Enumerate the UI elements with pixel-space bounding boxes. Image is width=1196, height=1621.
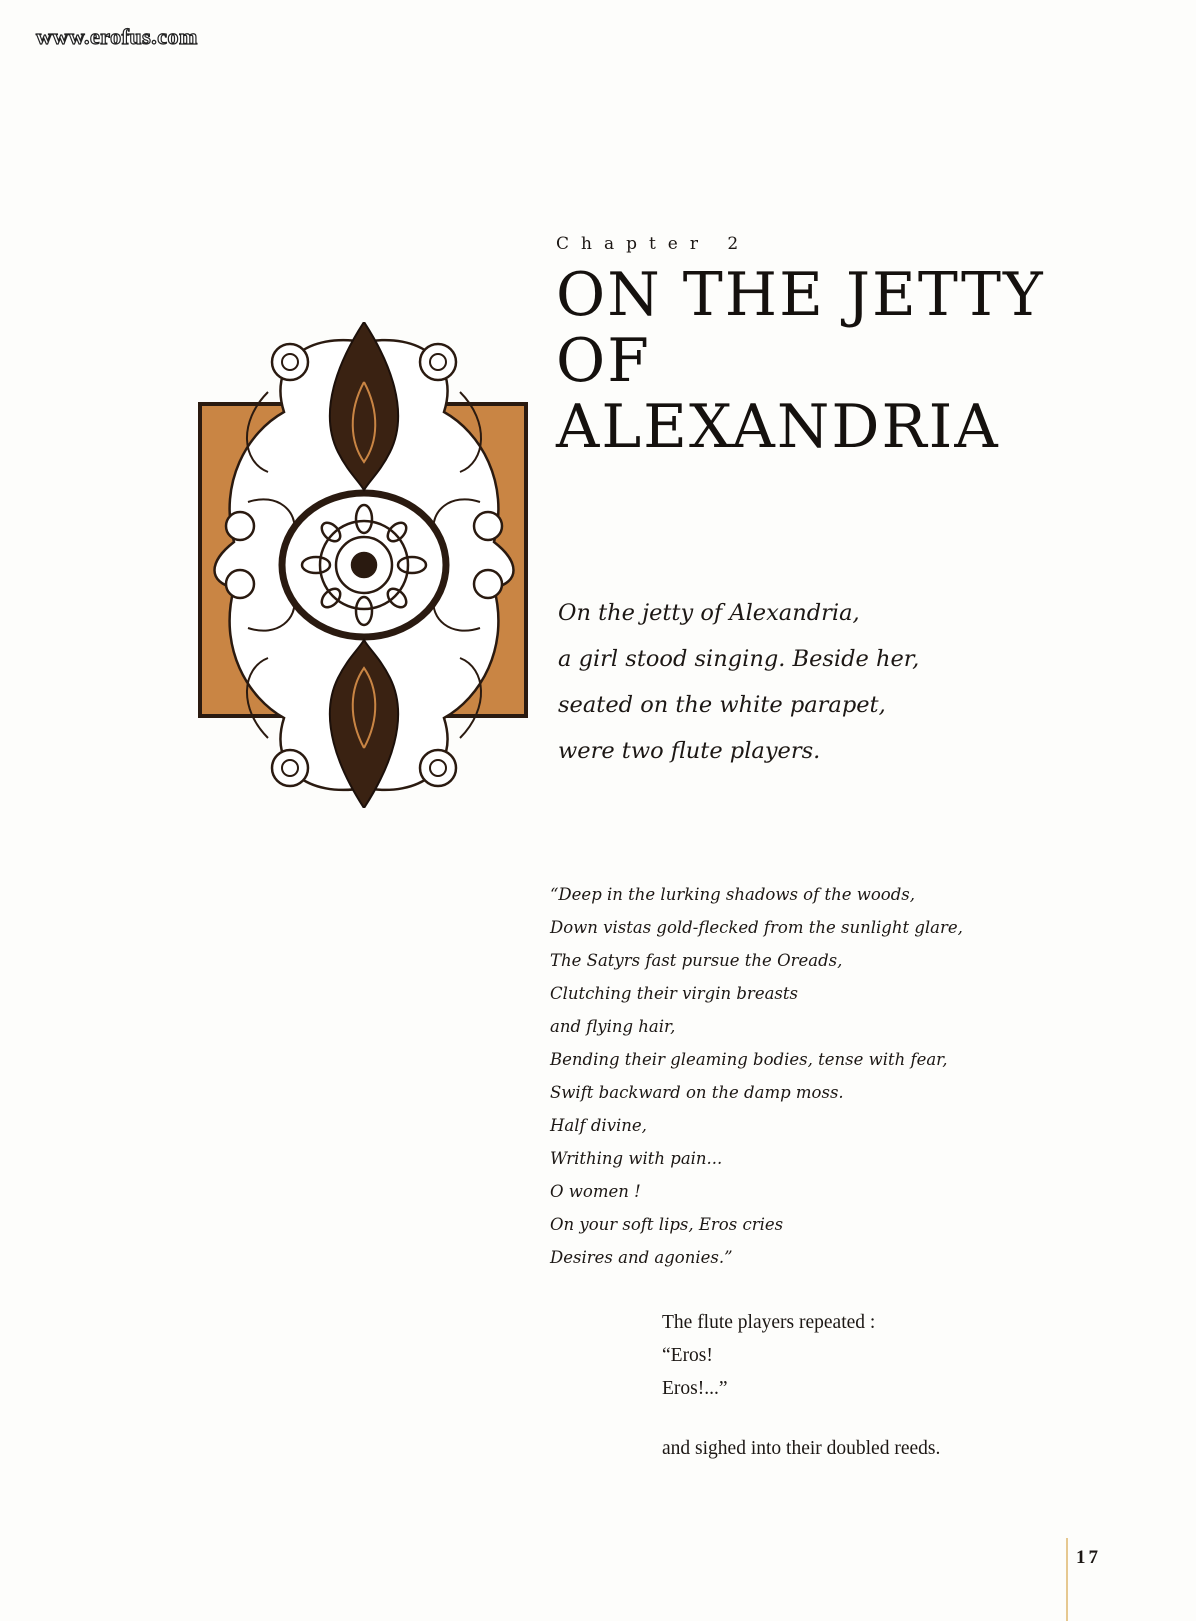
chapter-title-line: OF: [556, 326, 651, 396]
poem-line: Writhing with pain...: [550, 1149, 723, 1168]
page-number: 17: [1076, 1547, 1101, 1568]
poem-line: Down vistas gold-flecked from the sunlight glare,: [550, 918, 963, 937]
watermark-text: www.erofus.com: [36, 24, 198, 49]
chapter-title-line: ALEXANDRIA: [556, 392, 1000, 462]
refrain-line: “Eros!: [662, 1345, 713, 1366]
poem-line: Desires and agonies.”: [550, 1248, 733, 1267]
refrain-line: Eros!...”: [662, 1378, 728, 1399]
intro-paragraph: [558, 590, 919, 774]
chapter-title-line: ON THE JETTY: [556, 260, 1045, 330]
poem-line: O women !: [550, 1182, 641, 1201]
closing-line: and sighed into their doubled reeds.: [662, 1438, 941, 1459]
chapter-label: Chapter 2: [556, 234, 751, 254]
poem-line: The Satyrs fast pursue the Oreads,: [550, 951, 843, 970]
poem-line: and flying hair,: [550, 1017, 676, 1036]
poem-line: “Deep in the lurking shadows of the woods,: [550, 885, 915, 904]
intro-line: On the jetty of Alexandria,: [558, 600, 860, 626]
poem-line: Bending their gleaming bodies, tense with fear,: [550, 1050, 948, 1069]
poem-line: On your soft lips, Eros cries: [550, 1215, 784, 1234]
refrain-paragraph: [662, 1306, 875, 1405]
intro-line: were two flute players.: [558, 738, 821, 764]
poem-line: Half divine,: [550, 1116, 647, 1135]
page-number-rule: [1066, 1538, 1068, 1621]
poem-stanza: [550, 878, 963, 1274]
intro-line: seated on the white parapet,: [558, 692, 886, 718]
refrain-line: The flute players repeated :: [662, 1312, 876, 1333]
chapter-title: [556, 262, 1045, 460]
decorative-ornament: [198, 322, 530, 808]
poem-line: Clutching their virgin breasts: [550, 984, 798, 1003]
intro-line: a girl stood singing. Beside her,: [558, 646, 920, 672]
poem-line: Swift backward on the damp moss.: [550, 1083, 844, 1102]
